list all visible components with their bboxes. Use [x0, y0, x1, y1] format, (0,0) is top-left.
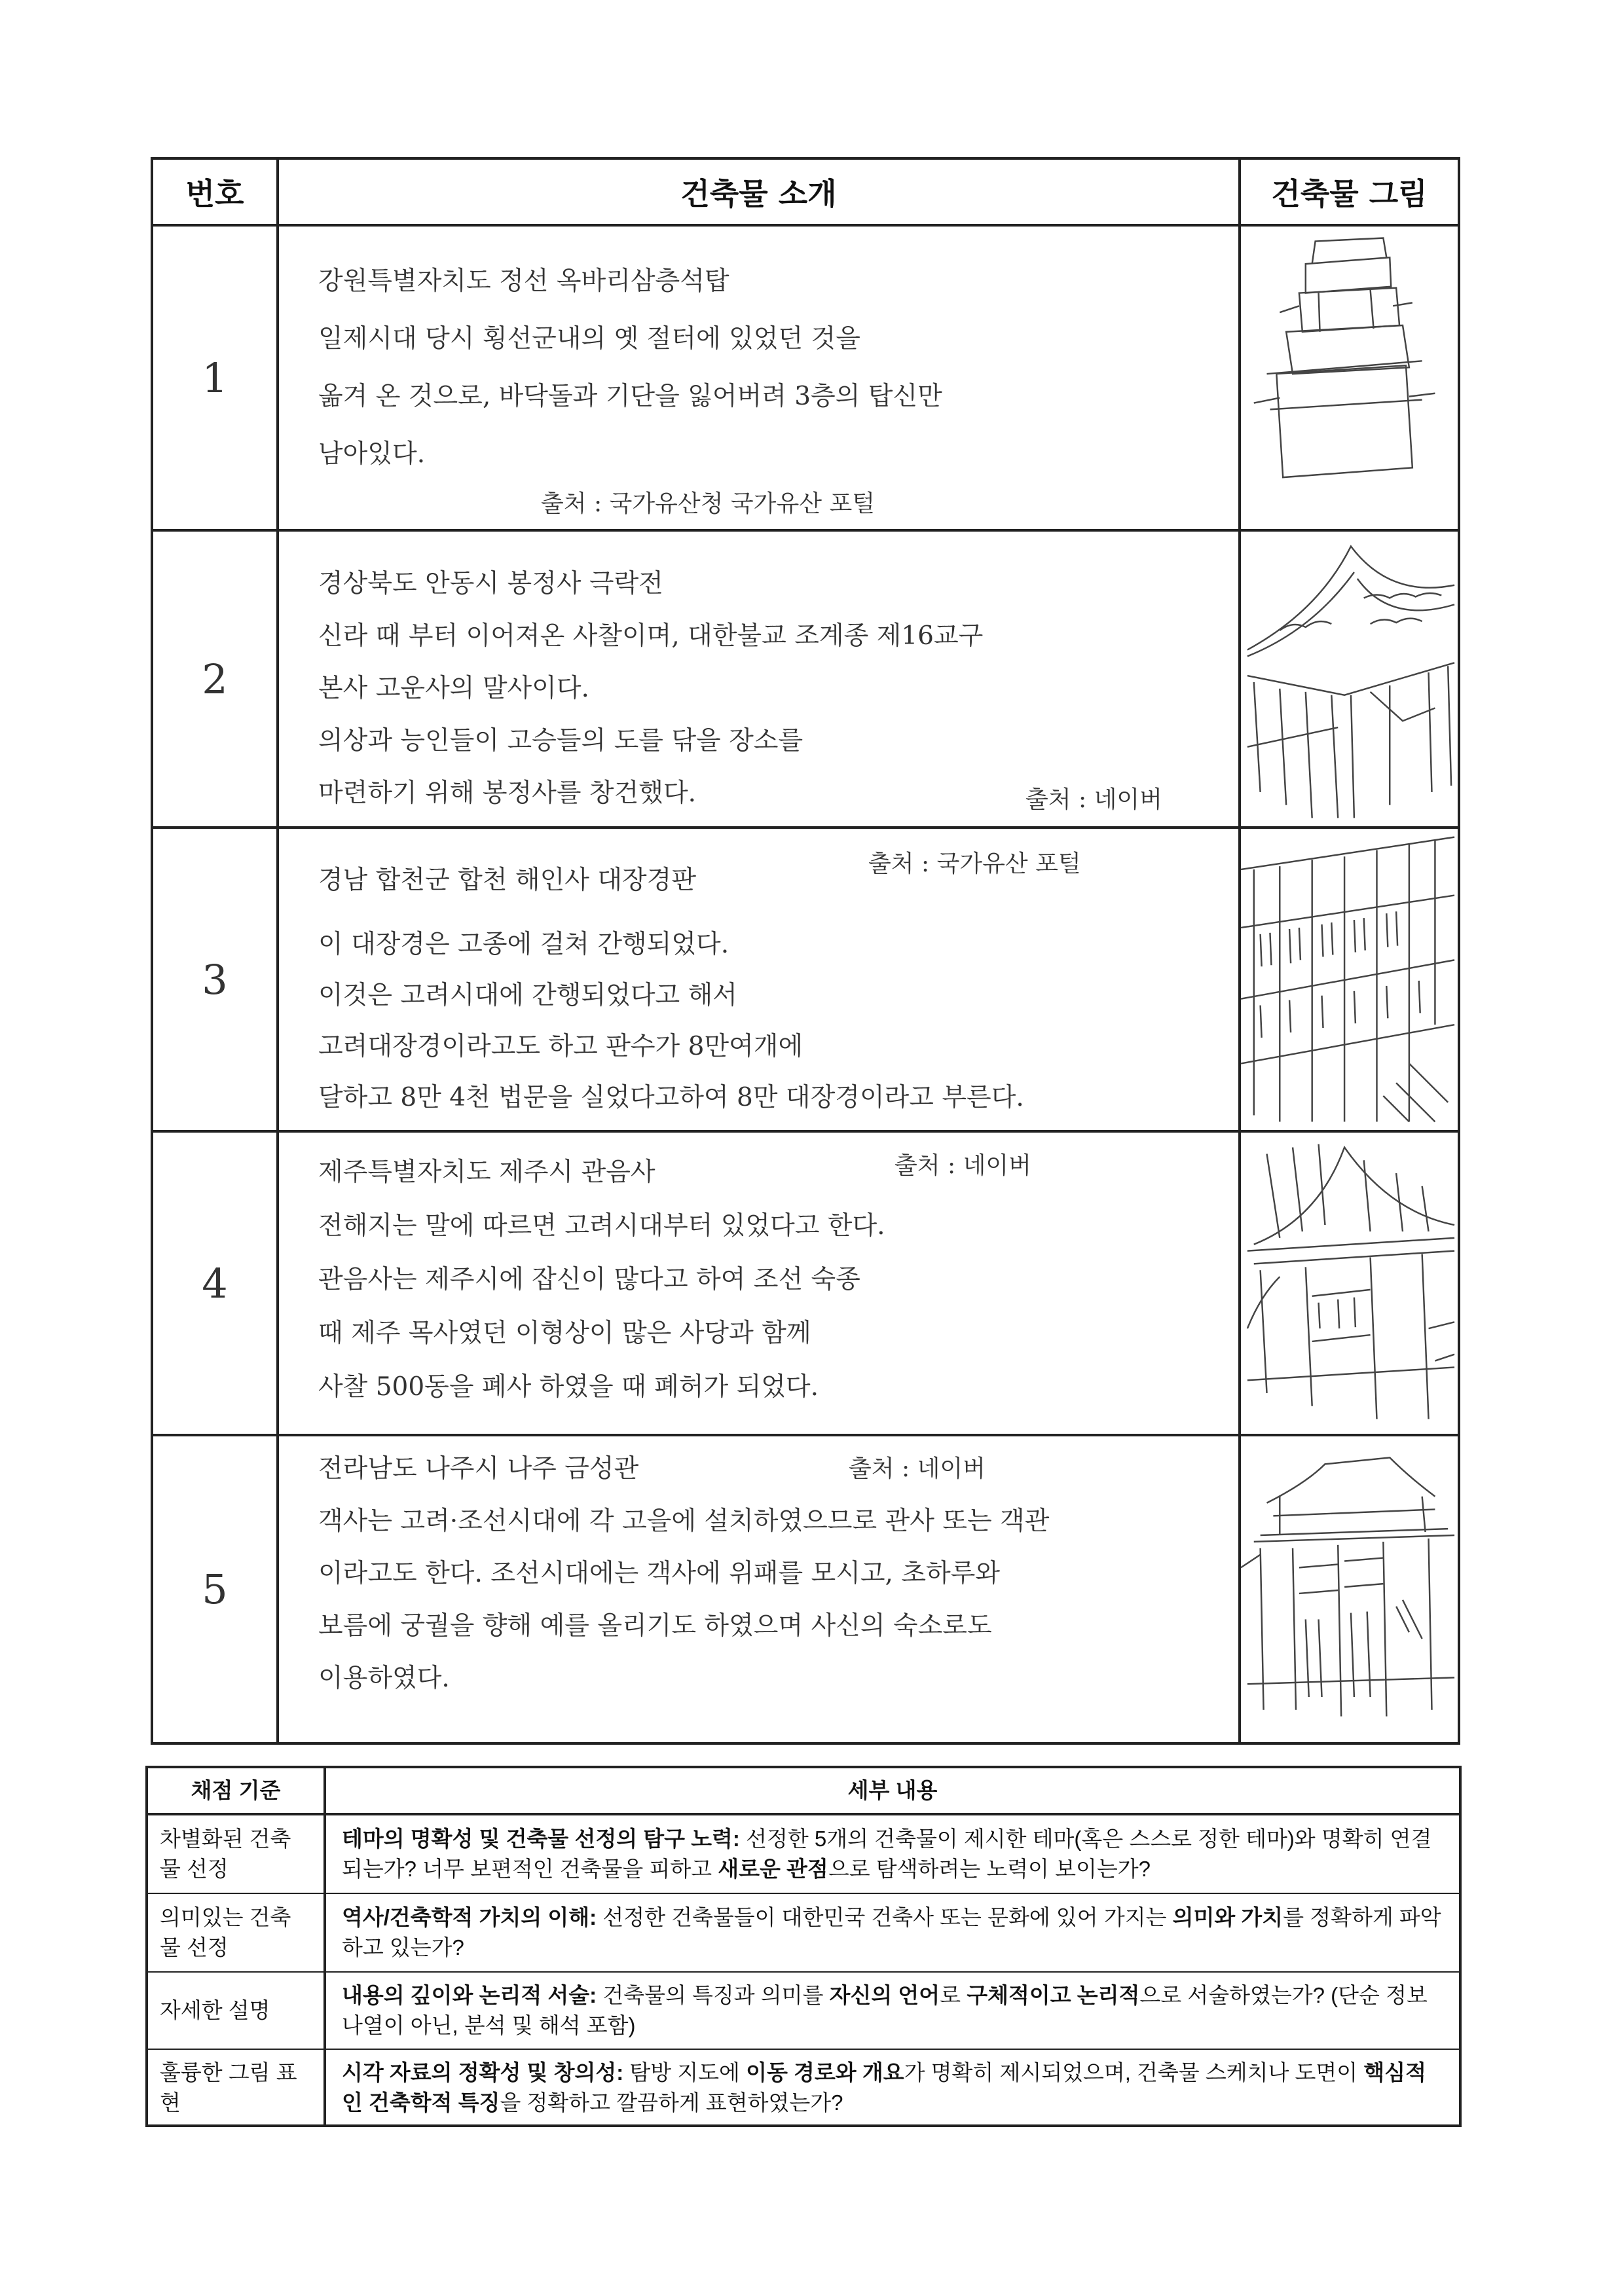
header-intro: 건축물 소개 — [279, 160, 1238, 227]
description-line: 경남 합천군 합천 해인사 대장경판 — [318, 866, 697, 895]
description-line: 남아있다. — [318, 439, 426, 469]
description-line: 관음사는 제주시에 잡신이 많다고 하여 조선 숙종 — [318, 1265, 860, 1294]
description-line: 전라남도 나주시 나주 금성관 — [318, 1454, 639, 1484]
rubric-criteria-header: 채점 기준 — [191, 1778, 281, 1802]
description-line: 일제시대 당시 횡선군내의 옛 절터에 있었던 것을 — [318, 324, 860, 354]
source-note: 출처 : 네이버 — [895, 1152, 1031, 1179]
rubric-criteria: 자세한 설명 — [160, 1998, 270, 2022]
rubric-row — [148, 1894, 1459, 1971]
source-note: 출처 : 네이버 — [849, 1455, 986, 1482]
rubric-details-header: 세부 내용 — [847, 1778, 938, 1802]
description-line: 이라고도 한다. 조선시대에는 객사에 위패를 모시고, 초하루와 — [318, 1559, 1001, 1588]
description-line: 강원특별자치도 정선 옥바리삼층석탑 — [318, 266, 729, 296]
archive-sketch — [1241, 829, 1458, 1130]
header-drawing: 건축물 그림 — [1241, 160, 1458, 227]
temple-sketch — [1241, 1133, 1458, 1434]
table-row — [153, 227, 1458, 529]
guesthouse-sketch — [1241, 1436, 1458, 1742]
row-number: 5 — [202, 1565, 228, 1613]
rubric-detail: 역사/건축학적 가치의 이해: 선정한 건축물들이 대한민국 건축사 또는 문화에 있어 가지는 의미와 가치를 정확하게 파악하고 있는가? — [342, 1905, 1441, 1959]
table-row — [153, 1133, 1458, 1434]
table-row — [153, 1436, 1458, 1742]
row-description — [279, 1133, 1238, 1434]
description-line: 제주특별자치도 제주시 관음사 — [318, 1157, 655, 1187]
description-line: 때 제주 목사였던 이형상이 많은 사당과 함께 — [318, 1319, 811, 1348]
description-line: 객사는 고려·조선시대에 각 고을에 설치하였으므로 관사 또는 객관 — [318, 1506, 1050, 1536]
description-line: 달하고 8만 4천 법문을 실었다고하여 8만 대장경이라고 부른다. — [318, 1083, 1024, 1112]
row-number: 2 — [202, 655, 228, 703]
grading-rubric — [145, 1766, 1462, 2127]
description-line: 고려대장경이라고도 하고 판수가 8만여개에 — [318, 1032, 803, 1061]
rubric-criteria: 의미있는 건축물 선정 — [160, 1905, 291, 1959]
source-note: 출처 : 국가유산 포털 — [868, 850, 1081, 877]
description-line: 사찰 500동을 폐사 하였을 때 폐허가 되었다. — [318, 1372, 819, 1402]
rubric-row — [148, 1815, 1459, 1893]
row-description — [279, 227, 1238, 529]
rubric-detail: 테마의 명확성 및 건축물 선정의 탐구 노력: 선정한 5개의 건축물이 제시한 테마(혹은 스스로 정한 테마)와 명확히 연결되는가? 너무 보편적인 건축물을 피하고 새로운 관점으로 탐색하려는 노력이 보이는가? — [342, 1827, 1432, 1881]
row-number: 3 — [202, 955, 228, 1004]
description-line: 이용하였다. — [318, 1664, 450, 1693]
row-description — [279, 829, 1238, 1130]
row-number: 1 — [202, 354, 228, 402]
row-description — [279, 1436, 1238, 1742]
description-line: 신라 때 부터 이어져온 사찰이며, 대한불교 조계종 제16교구 — [318, 621, 984, 651]
rubric-criteria: 차별화된 건축물 선정 — [160, 1827, 291, 1881]
description-line: 이것은 고려시대에 간행되었다고 해서 — [318, 981, 737, 1010]
rubric-detail: 내용의 깊이와 논리적 서술: 건축물의 특징과 의미를 자신의 언어로 구체적이고 논리적으로 서술하였는가? (단순 정보 나열이 아닌, 분석 및 해석 포함) — [342, 1983, 1428, 2037]
rubric-criteria: 훌륭한 그림 표현 — [160, 2060, 297, 2115]
rubric-row — [148, 1973, 1459, 2049]
description-line: 전해지는 말에 따르면 고려시대부터 있었다고 한다. — [318, 1211, 885, 1241]
description-line: 의상과 능인들이 고승들의 도를 닦을 장소를 — [318, 726, 803, 756]
row-description — [279, 532, 1238, 826]
description-line: 경상북도 안동시 봉정사 극락전 — [318, 569, 663, 598]
source-note: 출처 : 네이버 — [1025, 786, 1162, 813]
pagoda-sketch — [1241, 227, 1458, 529]
row-number: 4 — [202, 1259, 228, 1307]
description-line: 보름에 궁궐을 향해 예를 올리기도 하였으며 사신의 숙소로도 — [318, 1611, 992, 1641]
rubric-detail: 시각 자료의 정확성 및 창의성: 탐방 지도에 이동 경로와 개요가 명확히 제시되었으며, 건축물 스케치나 도면이 핵심적인 건축학적 특징을 정확하고 깔끔하게 표현하였는가? — [342, 2060, 1426, 2115]
table-row — [153, 532, 1458, 826]
rubric-header — [148, 1768, 1459, 1813]
description-line: 옮겨 온 것으로, 바닥돌과 기단을 잃어버려 3층의 탑신만 — [318, 382, 942, 411]
header-number: 번호 — [153, 160, 276, 227]
architecture-table — [151, 157, 1460, 1745]
hall-sketch — [1241, 532, 1458, 826]
description-line: 이 대장경은 고종에 걸쳐 간행되었다. — [318, 930, 729, 959]
rubric-row — [148, 2050, 1459, 2126]
description-line: 마련하기 위해 봉정사를 창건했다. — [318, 778, 697, 808]
source-note: 출처 : 국가유산청 국가유산 포털 — [541, 490, 875, 517]
description-line: 본사 고운사의 말사이다. — [318, 674, 589, 703]
table-row — [153, 829, 1458, 1130]
